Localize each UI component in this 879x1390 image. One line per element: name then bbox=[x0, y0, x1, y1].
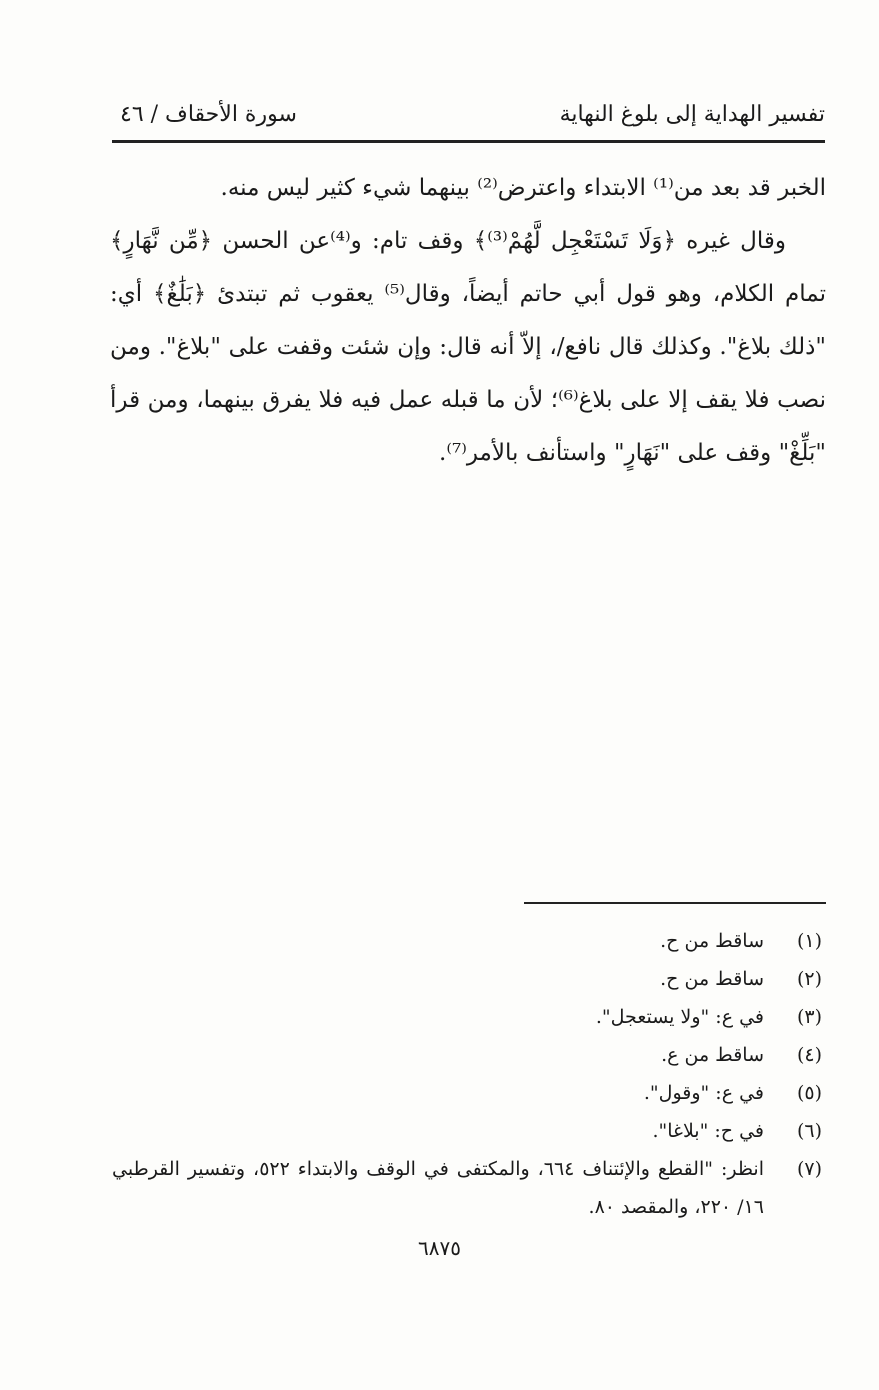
footnote-item bbox=[112, 1036, 826, 1074]
running-header bbox=[112, 98, 825, 140]
page-number: ٦٨٧٥ bbox=[418, 1236, 461, 1260]
footnote-text: في ح: "بلاغا". bbox=[652, 1120, 764, 1142]
footnote-text: ساقط من ح. bbox=[660, 930, 764, 952]
paragraph: وقال غيره ﴿وَلَا تَسْتَعْجِل لَّهُمْ⁽³⁾﴾ وقف تام: و⁽⁴⁾عن الحسن ﴿مِّن نَّهَارٍ﴾ تمام الكلام، وهو قول أبي حاتم أيضاً، وقال⁽⁵⁾ يعقوب ثم تبتدئ ﴿بَلَٰغٌ﴾ أي: "ذلك بلاغ". وكذلك قال نافع/، إلاّ أنه قال: وإن شئت وقفت على "بلاغ". ومن نصب فلا يقف إلا على بلاغ⁽⁶⁾؛ لأن ما قبله عمل فيه فلا يفرق بينهما، ومن قرأ "بَلِّغْ" وقف على "نَهَارٍ" واستأنف بالأمر⁽⁷⁾. bbox=[110, 228, 827, 466]
footnote-item bbox=[112, 998, 826, 1036]
footnote-number: (٧) bbox=[796, 1158, 822, 1180]
header-rule bbox=[112, 140, 825, 143]
book-title: تفسير الهداية إلى بلوغ النهاية bbox=[559, 102, 825, 127]
footnote-number: (٦) bbox=[796, 1120, 822, 1142]
footnote-text: في ع: "ولا يستعجل". bbox=[595, 1006, 764, 1028]
surah-title: سورة الأحقاف / ٤٦ bbox=[120, 102, 297, 127]
footnote-text: في ع: "وقول". bbox=[643, 1082, 764, 1104]
footnote-text: انظر: "القطع والإئتناف ٦٦٤، والمكتفى في الوقف والابتداء ٥٢٢، وتفسير القرطبي ١٦/ ٢٢٠، والمقصد ٨٠. bbox=[112, 1158, 764, 1218]
main-text bbox=[110, 162, 826, 480]
footnote-number: (١) bbox=[796, 930, 822, 952]
footnote-number: (٢) bbox=[796, 968, 822, 990]
footnote-number: (٣) bbox=[796, 1006, 822, 1028]
footnote-item bbox=[112, 1112, 826, 1150]
footnote-number: (٤) bbox=[796, 1044, 822, 1066]
footnote-item bbox=[112, 960, 826, 998]
footnote-rule bbox=[524, 902, 826, 904]
footnote-item bbox=[112, 922, 826, 960]
footnote-item bbox=[112, 1074, 826, 1112]
paragraph: الخبر قد بعد من⁽¹⁾ الابتداء واعترض⁽²⁾ بينهما شيء كثير ليس منه. bbox=[220, 175, 826, 201]
footnote-text: ساقط من ع. bbox=[661, 1044, 764, 1066]
footnote-text: ساقط من ح. bbox=[660, 968, 764, 990]
footnote-item bbox=[112, 1150, 826, 1226]
footnotes bbox=[112, 922, 826, 1226]
footnote-number: (٥) bbox=[796, 1082, 822, 1104]
